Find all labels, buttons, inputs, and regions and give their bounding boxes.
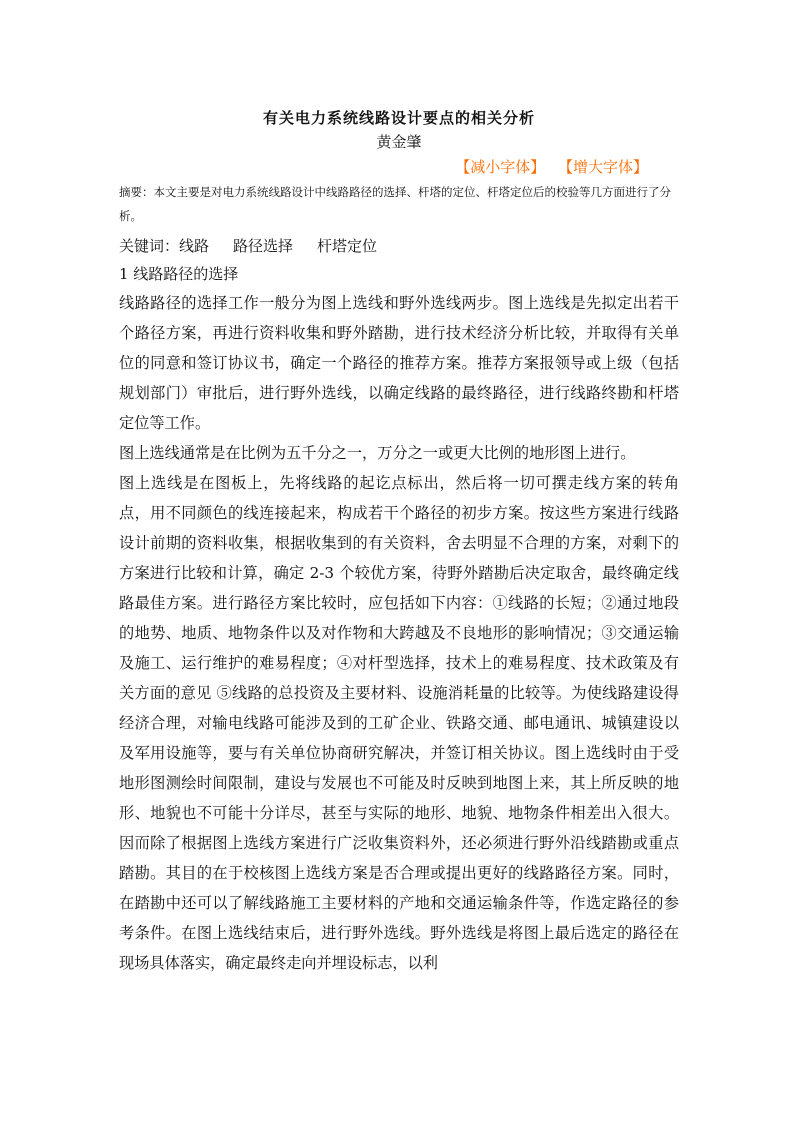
keywords-label: 关键词： bbox=[119, 237, 180, 255]
section-heading: 1 线路路径的选择 bbox=[119, 265, 239, 283]
body-paragraph: 图上选线是在图板上，先将线路的起讫点标出，然后将一切可撰走线方案的转角点，用不同颜色的线连接起来，构成若干个路径的初步方案。按这些方案进行线路设计前期的资料收集，根据收集到的有关资料，舍去明显不合理的方案，对剩下的方案进行比较和计算，确定 2-3 个较优方案，待野外踏勘后决定取舍，最终确定线路最佳方案。进行路径方案比较时，应包括如下内容：①线路的长短；②通过地段的地势、地质、地物条件以及对作物和大跨越及不良地形的影响情况；③交通运输及施工、运行维护的难易程度；④对杆型选择，技术上的难易程度、技术政策及有关方面的意见 ⑤线路的总投资及主要材料、设施消耗量的比较等。为使线路建设得经济合理，对输电线路可能涉及到的工矿企业、铁路交通、邮电通讯、城镇建设以及军用设施等，要与有关单位协商研究解决，并签订相关协议。图上选线时由于受地形图测绘时间限制，建设与发展也不可能及时反映到地图上来，其上所反映的地形、地貌也不可能十分详尽，甚至与实际的地形、地貌、地物条件相差出入很大。因而除了根据图上选线方案进行广泛收集资料外，还必须进行野外沿线踏勘或重点踏勘。其目的在于校核图上选线方案是否合理或提出更好的线路路径方案。同时，在踏勘中还可以了解线路施工主要材料的产地和交通运输条件等，作选定路径的参考条件。在图上选线结束后，进行野外选线。野外选线是将图上最后选定的路径在现场具体落实，确定最终走向并埋设标志，以利 bbox=[119, 474, 679, 972]
keyword: 路径选择 bbox=[233, 237, 294, 255]
keyword: 线路 bbox=[179, 237, 210, 255]
abstract: 摘要：本文主要是对电力系统线路设计中线路路径的选择、杆塔的定位、杆塔定位后的校验等几方面进行了分析。 bbox=[119, 185, 671, 223]
keyword: 杆塔定位 bbox=[317, 237, 378, 255]
body-paragraph: 图上选线通常是在比例为五千分之一，万分之一或更大比例的地形图上进行。 bbox=[119, 444, 636, 462]
font-size-controls bbox=[119, 154, 648, 180]
document-page bbox=[119, 98, 679, 978]
article-title: 有关电力系统线路设计要点的相关分析 bbox=[262, 109, 535, 127]
increase-font-button[interactable]: 【增大字体】 bbox=[557, 158, 648, 176]
keywords-line bbox=[119, 232, 679, 260]
decrease-font-button[interactable]: 【减小字体】 bbox=[455, 158, 546, 176]
body-paragraph: 线路路径的选择工作一般分为图上选线和野外选线两步。图上选线是先拟定出若干个路径方案，再进行资料收集和野外踏勘，进行技术经济分析比较，并取得有关单位的同意和签订协议书，确定一个路径的推荐方案。推荐方案报领导或上级（包括规划部门）审批后，进行野外选线，以确定线路的最终路径，进行线路终勘和杆塔定位等工作。 bbox=[119, 294, 679, 432]
article-author: 黄金肇 bbox=[376, 133, 422, 151]
